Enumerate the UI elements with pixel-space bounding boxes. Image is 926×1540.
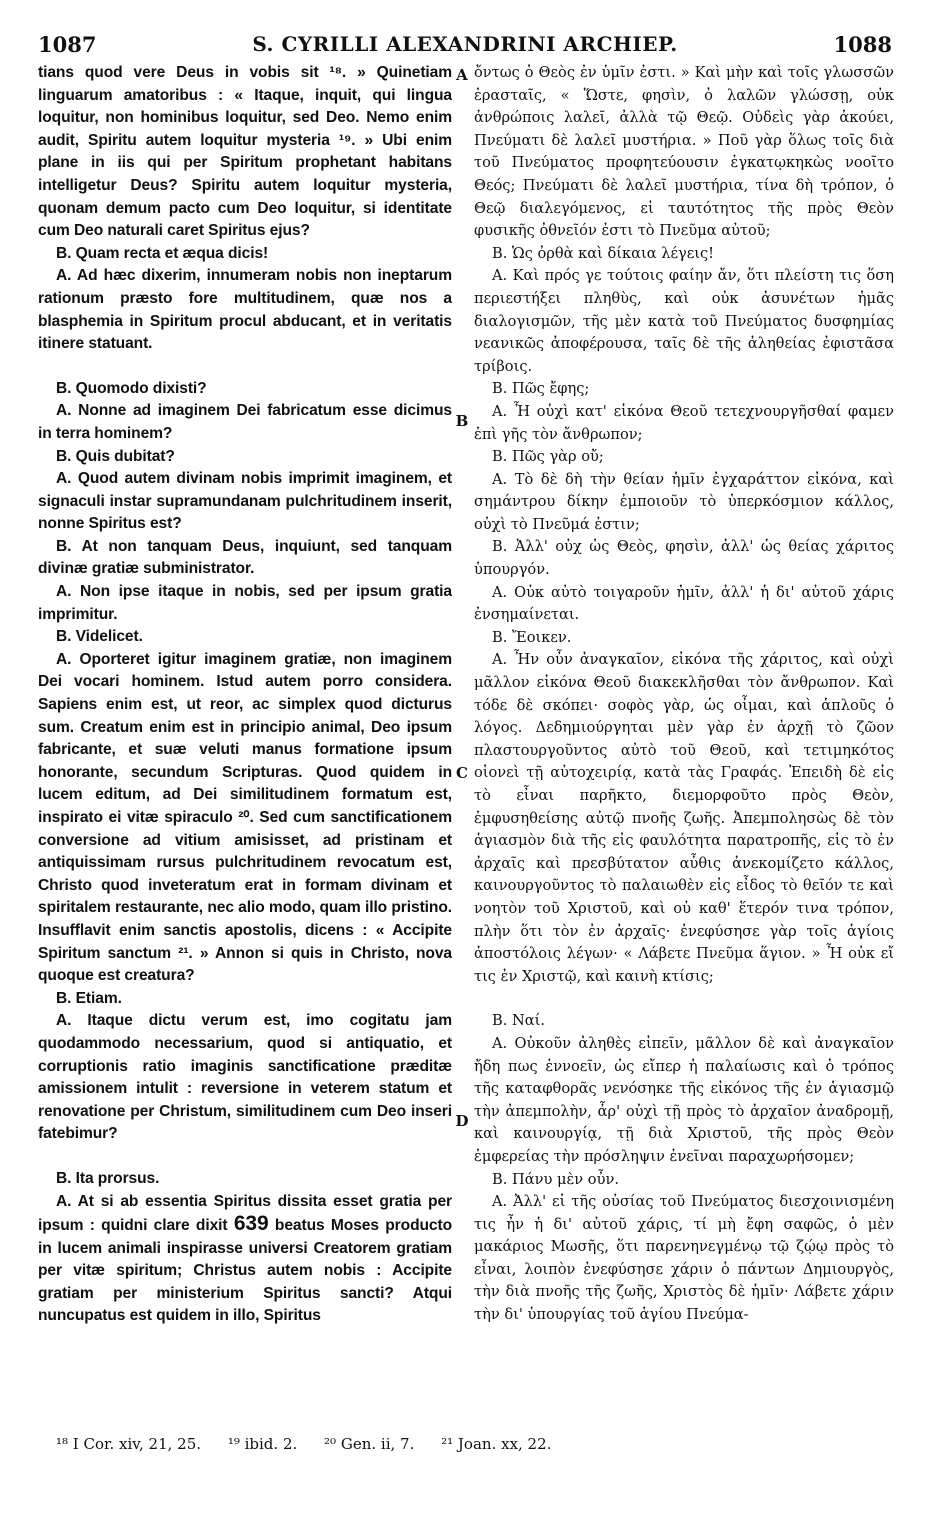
greek-paragraph: Α. Καὶ πρός γε τούτοις φαίην ἄν, ὅτι πλείστη τις ὅση περιεστήξει πληθὺς, καὶ οὐκ ἀσυνέτων ἡμᾶς διαλογισμῶν, τῆς μὲν κατὰ τοῦ Πνεύματος δυσφημίας νεανικῶς ἀποφέρουσα, ταῖς δὲ τῆς ἀληθείας ἐφιστᾶσα τρίβοις. (474, 267, 894, 375)
margin-marker-d: D (455, 1112, 469, 1130)
greek-paragraph: Β. Ἔοικεν. (492, 628, 572, 646)
latin-paragraph: tians quod vere Deus in vobis sit ¹⁸. » Quinetiam linguarum amatoribus : « Itaque, inquit, qui lingua loquitur, non hominibus loquitur, sed Deo. Nemo enim audit, Spiritu autem loquitur mysteria ¹⁹. » Ubi enim plane in iis qui per Spiritum prophetant habitans intelligetur Deus? Spiritu autem loquitur mysteria, quonam demum pacto cum Deo loquitur, si identitate cum Deo naturali caret Spiritus ejus? (38, 64, 452, 240)
latin-paragraph: A. Oporteret igitur imaginem gratiæ, non imaginem Dei vocari hominem. Istud autem porro considera. Sapiens enim est, ut reor, ac simplex quod dicturus sum. Creatum enim est in principio animal, Deo ipsum fabricante, et suæ veluti manus formatione ipsum honorante, secundum Scripturas. Quod quidem in lucem editum, ad Dei similitudinem formatum est, inspirato ei vitæ spiraculo ²⁰. Sed cum sanctificationem conversione ad vitium amisisset, ad pristinam et antiquissimam rursus pulchritudinem revocatum est, Christo quod inveteratum erat in formam divinam et spiritalem restaurante, nec alio modo, quam illo pristino. Insufflavit enim sanctis apostolis, dicens : « Accipite Spiritum sanctum ²¹. » Annon si quis in Christo, nova quoque est creatura? (38, 650, 452, 985)
greek-paragraph: Α. Ἦν οὖν ἀναγκαῖον, εἰκόνα τῆς χάριτος, καὶ οὐχὶ μᾶλλον εἰκόνα Θεοῦ διακεκλῆσθαι τὸν ἄνθρωπον. Καὶ τόδε δὲ σκόπει· σοφὸς γὰρ, ὡς οἶμαι, καὶ ἁπλοῦς ὁ λόγος. Δεδημιούργηται μὲν γὰρ ἐν ἀρχῇ τὸ ζῶον πλαστουργοῦντος αὐτὸ τοῦ Θεοῦ, καὶ τετιμηκότος οἱονεὶ τῇ αὐτοχειρίᾳ, κατὰ τὰς Γραφάς. Ἐπειδὴ δὲ εἰς τὸ εἶναι παρῆκτο, διεμορφοῦτο πρὸς Θεὸν, ἐμφυσηθείσης αὐτῷ πνοῆς ζωῆς. Ἀπεμπολησὼς δὲ τὸν ἁγιασμὸν διὰ τῆς εἰς φαυλότητα παρατροπῆς, εἰς τὸ ἐν ἀρχαῖς καὶ πρεσβύτατον αὖθις ἀνεκομίζετο κάλλος, καινουργοῦντος τὸ παλαιωθὲν εἰς εἶδος τὸ θεῖόν τε καὶ νοητὸν τοῦ Χριστοῦ, καὶ οὐ καθ' ἕτερόν τινα τρόπον, πλὴν ὅτι τὸν ἐν ἀρχαῖς· ἐνεφύσησε γὰρ τοῖς ἁγίοις ἀποστόλοις λέγων· « Λάβετε Πνεῦμα ἅγιον. » Ἦ οὐκ εἴ τις ἐν Χριστῷ, καὶ καινὴ κτίσις; (474, 651, 894, 985)
footnote: ²⁰ Gen. ii, 7. (324, 1435, 415, 1453)
greek-paragraph: Β. Πάνυ μὲν οὖν. (492, 1170, 619, 1188)
running-title: S. CYRILLI ALEXANDRINI ARCHIEP. (252, 32, 678, 56)
latin-paragraph: B. Quomodo dixisti? (56, 379, 207, 397)
latin-paragraph: A. Ad hæc dixerim, innumeram nobis non ineptarum rationum præsto fore multitudinem, quæ nos a blasphemia in Spiritum procul abducant, et in veritatis itinere statuant. (38, 267, 452, 353)
column-number-right: 1088 (833, 32, 892, 57)
footnote: ¹⁹ ibid. 2. (227, 1435, 298, 1453)
margin-marker-b: B (455, 412, 469, 430)
greek-paragraph: Α. Οὐκοῦν ἀληθὲς εἰπεῖν, μᾶλλον δὲ καὶ ἀναγκαῖον ἤδη πως ἐννοεῖν, ὡς εἴπερ ἡ παλαίωσις καὶ ὁ τρόπος τῆς καταφθορᾶς νενόσηκε τῆς εἰκόνος τῆς ἐν ἁγιασμῷ τὴν ἀπεμπολὴν, ἆρ' οὐχὶ τῇ πρὸς τὸ ἀρχαῖον ἀναδρομῇ, καὶ καινουργίᾳ, τῇ διὰ Χριστοῦ, τῆς πρὸς Θεὸν ἐμφερείας τὴν πρόσληψιν ἐνεῖναι παραχωρήσομεν; (474, 1034, 894, 1165)
running-header (38, 32, 892, 60)
greek-paragraph: Β. Ὡς ὀρθὰ καὶ δίκαια λέγεις! (492, 244, 715, 262)
greek-paragraph: Β. Ναί. (492, 1012, 545, 1030)
greek-paragraph: Α. Οὐκ αὐτὸ τοιγαροῦν ἡμῖν, ἀλλ' ἡ δι' αὐτοῦ χάρις ἐνσημαίνεται. (474, 583, 894, 624)
greek-paragraph: Α. Ἀλλ' εἰ τῆς οὐσίας τοῦ Πνεύματος διεσχοινισμένη τις ἦν ἡ δι' αὐτοῦ χάρις, τί μὴ ἔφη σαφῶς, ὁ μὲν μακάριος Μωσῆς, ὅτι παρενηνεγμένῳ τῷ ζῴῳ πρὸς τὸ εἶναι, λοιπὸν ἐνεφύσησε χάριν ὁ πάντων Δημιουργὸς, τὴν διὰ πνοῆς τῆς ζωῆς, Χριστὸς δὲ ἡμῖν· Λάβετε χάριν τὴν δι' ὑπουργίας τοῦ ἁγίου Πνεύμα- (474, 1193, 894, 1324)
latin-paragraph: A. Nonne ad imaginem Dei fabricatum esse dicimus in terra hominem? (38, 402, 452, 442)
footnote: ²¹ Joan. xx, 22. (441, 1435, 552, 1453)
latin-paragraph: B. Quam recta et æqua dicis! (56, 244, 269, 262)
footnote: ¹⁸ I Cor. xiv, 21, 25. (56, 1435, 202, 1453)
greek-paragraph: Β. Ἀλλ' οὐχ ὡς Θεὸς, φησὶν, ἀλλ' ὡς θείας χάριτος ὑπουργόν. (474, 538, 894, 579)
edition-page-number: 639 (233, 1212, 269, 1236)
column-number-left: 1087 (38, 32, 97, 57)
latin-paragraph: A. Itaque dictu verum est, imo cogitatu jam quodammodo necessarium, quod si antiquatio, et corruptionis ratio imaginis sanctificatione præditæ amissionem intulit : reversione in veterem statum et renovatione per Christum, similitudinem cum Deo inseri fatebimur? (38, 1012, 452, 1143)
latin-paragraph: B. Etiam. (56, 989, 122, 1007)
latin-paragraph: B. At non tanquam Deus, inquiunt, sed tanquam divinæ gratiæ subministrator. (38, 537, 452, 578)
latin-paragraph: B. Quis dubitat? (56, 447, 175, 465)
latin-column (38, 62, 452, 1328)
greek-paragraph: Α. Τὸ δὲ δὴ τὴν θείαν ἡμῖν ἐγχαράττον εἰκόνα, καὶ σημάντρου δίκην ἐμποιοῦν τὸ ὑπερκόσμιον κάλλος, οὐχὶ τὸ Πνεῦμά ἐστιν; (474, 470, 894, 533)
margin-marker-c: C (456, 764, 468, 782)
latin-paragraph: B. Ita prorsus. (56, 1169, 160, 1187)
margin-marker-a: A (456, 66, 468, 84)
latin-text: beatus Moses producto in lucem animali inspirasse universi Creatorem gratiam per vitæ spiritum; Christus autem nobis : Accipite gratiam per ministerium Spiritus sancti? Atqui nuncupatus est quidem in illo, Spiritus (38, 1217, 452, 1325)
greek-paragraph: Β. Πῶς ἔφης; (492, 380, 590, 398)
greek-paragraph: Β. Πῶς γὰρ οὔ; (492, 448, 604, 466)
latin-paragraph: B. Videlicet. (56, 628, 143, 646)
latin-paragraph: A. Quod autem divinam nobis imprimit imaginem, et signaculi instar supramundanam pulchritudinem inserit, nonne Spiritus est? (38, 470, 452, 533)
footnotes (56, 1435, 573, 1453)
latin-text: A. At si ab essentia Spiritus dissita esset gratia per ipsum : quidni clare dixit (38, 1192, 452, 1235)
greek-column (474, 62, 894, 1327)
greek-paragraph: ὄντως ὁ Θεὸς ἐν ὑμῖν ἐστι. » Καὶ μὴν καὶ τοῖς γλωσσῶν ἐρασταῖς, « Ὥστε, φησὶν, ὁ λαλῶν γλώσσῃ, οὐκ ἀνθρώποις λαλεῖ, ἀλλὰ τῷ Θεῷ. Οὐδεὶς γὰρ ἀκούει, Πνεύματι δὲ λαλεῖ μυστήρια. » Ποῦ γὰρ ὅλως τοῖς διὰ τοῦ Πνεύματος προφητεύουσιν ἐγκατῳκηκὼς νοοῖτο Θεός; Πνεύματι δὲ λαλεῖ μυστήρια, τίνα δὴ τρόπον, ὁ Θεῷ διαλεγόμενος, εἰ ταυτότητος τῆς πρὸς Θεὸν φυσικῆς ὀθνεῖόν ἐστι τὸ Πνεῦμα αὐτοῦ; (474, 64, 894, 240)
latin-paragraph (38, 1191, 452, 1329)
latin-paragraph: A. Non ipse itaque in nobis, sed per ipsum gratia imprimitur. (38, 583, 452, 623)
greek-paragraph: Α. Ἦ οὐχὶ κατ' εἰκόνα Θεοῦ τετεχνουργῆσθαί φαμεν ἐπὶ γῆς τὸν ἄνθρωπον; (474, 402, 894, 443)
